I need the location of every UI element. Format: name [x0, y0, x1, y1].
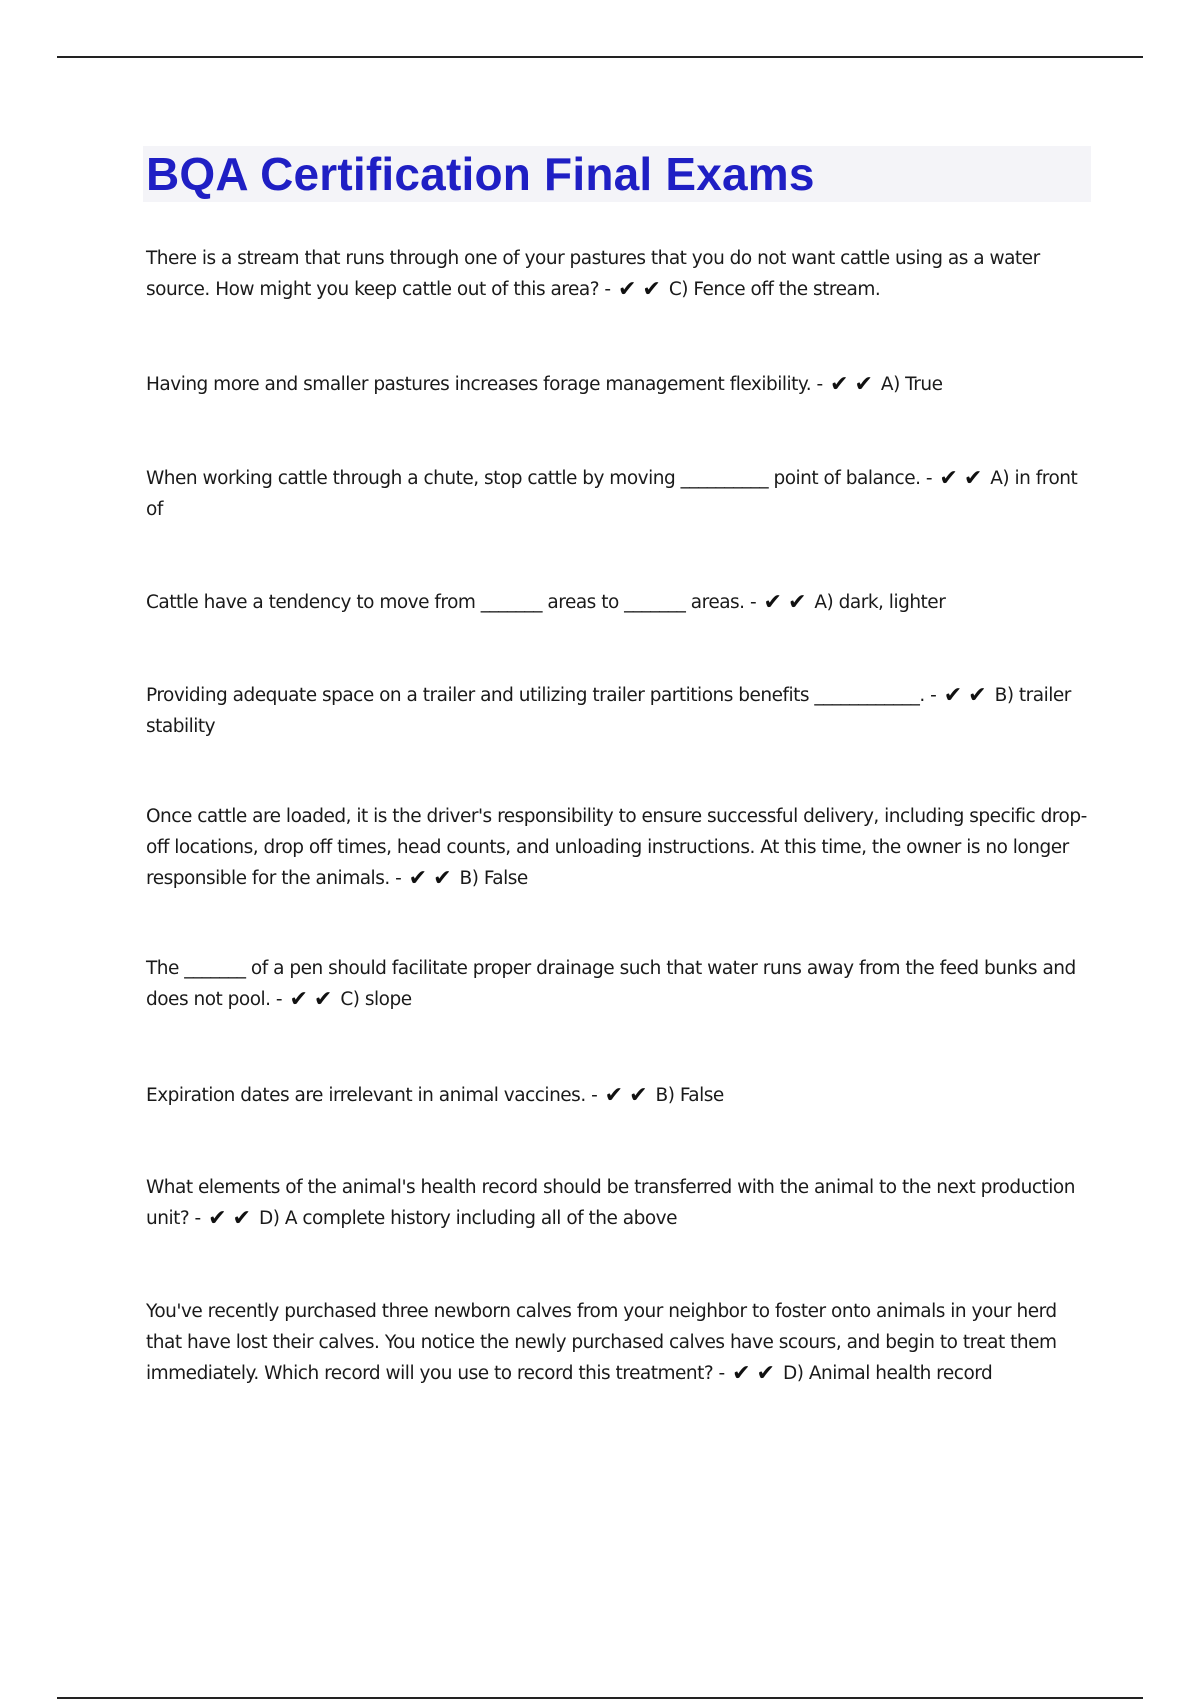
answer-text: D) A complete history including all of the above	[259, 1208, 677, 1229]
answer-text: C) slope	[340, 989, 412, 1010]
double-check-icon: ✔✔	[408, 866, 458, 891]
qa-item-9	[146, 1172, 1092, 1234]
question-text: You've recently purchased three newborn calves from your neighbor to foster onto animals in your herd that have lost their calves. You notice the newly purchased calves have scours, and begin to treat them immediately. Which record will you use to record this treatment? -	[146, 1301, 1057, 1384]
qa-item-1	[146, 243, 1092, 305]
answer-text: A) True	[880, 374, 943, 395]
double-check-icon: ✔✔	[604, 1083, 654, 1108]
qa-item-10	[146, 1296, 1092, 1389]
qa-item-3	[146, 463, 1092, 525]
qa-item-7	[146, 953, 1092, 1015]
double-check-icon: ✔✔	[732, 1361, 781, 1386]
double-check-icon: ✔✔	[763, 590, 813, 615]
answer-text: D) Animal health record	[783, 1363, 993, 1384]
double-check-icon: ✔✔	[289, 987, 339, 1012]
double-check-icon: ✔✔	[617, 277, 667, 302]
question-text: When working cattle through a chute, stop cattle by moving __________ point of balance. -	[146, 468, 933, 489]
double-check-icon: ✔✔	[208, 1206, 257, 1231]
double-check-icon: ✔✔	[830, 372, 879, 397]
double-check-icon: ✔✔	[939, 466, 989, 491]
qa-item-8	[146, 1080, 1092, 1111]
document-title: BQA Certification Final Exams	[146, 148, 815, 200]
qa-item-4	[146, 587, 1092, 618]
qa-item-2	[146, 369, 1092, 400]
question-text: Cattle have a tendency to move from _______ areas to _______ areas. -	[146, 592, 757, 613]
question-text: Once cattle are loaded, it is the driver's responsibility to ensure successful delivery, including specific drop-off locations, drop off times, head counts, and unloading instructions. At this time, the owner is no longer responsible for the animals. -	[146, 806, 1087, 889]
bottom-rule	[57, 1697, 1143, 1699]
answer-text: C) Fence off the stream.	[668, 279, 881, 300]
answer-text: A) dark, lighter	[814, 592, 946, 613]
qa-item-6	[146, 801, 1092, 894]
question-text: Providing adequate space on a trailer and utilizing trailer partitions benefits ____________. -	[146, 685, 937, 706]
answer-text: B) False	[459, 868, 528, 889]
double-check-icon: ✔✔	[943, 683, 993, 708]
answer-text: B) False	[655, 1085, 724, 1106]
question-text: Expiration dates are irrelevant in animal vaccines. -	[146, 1085, 598, 1106]
question-text: There is a stream that runs through one of your pastures that you do not want cattle using as a water source. How might you keep cattle out of this area? -	[146, 248, 1040, 300]
question-text: Having more and smaller pastures increases forage management flexibility. -	[146, 374, 823, 395]
answer-text: A) in front of	[146, 468, 1078, 520]
top-rule	[57, 56, 1143, 58]
question-text: What elements of the animal's health record should be transferred with the animal to the next production unit? -	[146, 1177, 1075, 1229]
answer-text: B) trailer stability	[146, 685, 1071, 737]
question-text: The _______ of a pen should facilitate proper drainage such that water runs away from the feed bunks and does not pool. -	[146, 958, 1076, 1010]
qa-item-5	[146, 680, 1092, 742]
